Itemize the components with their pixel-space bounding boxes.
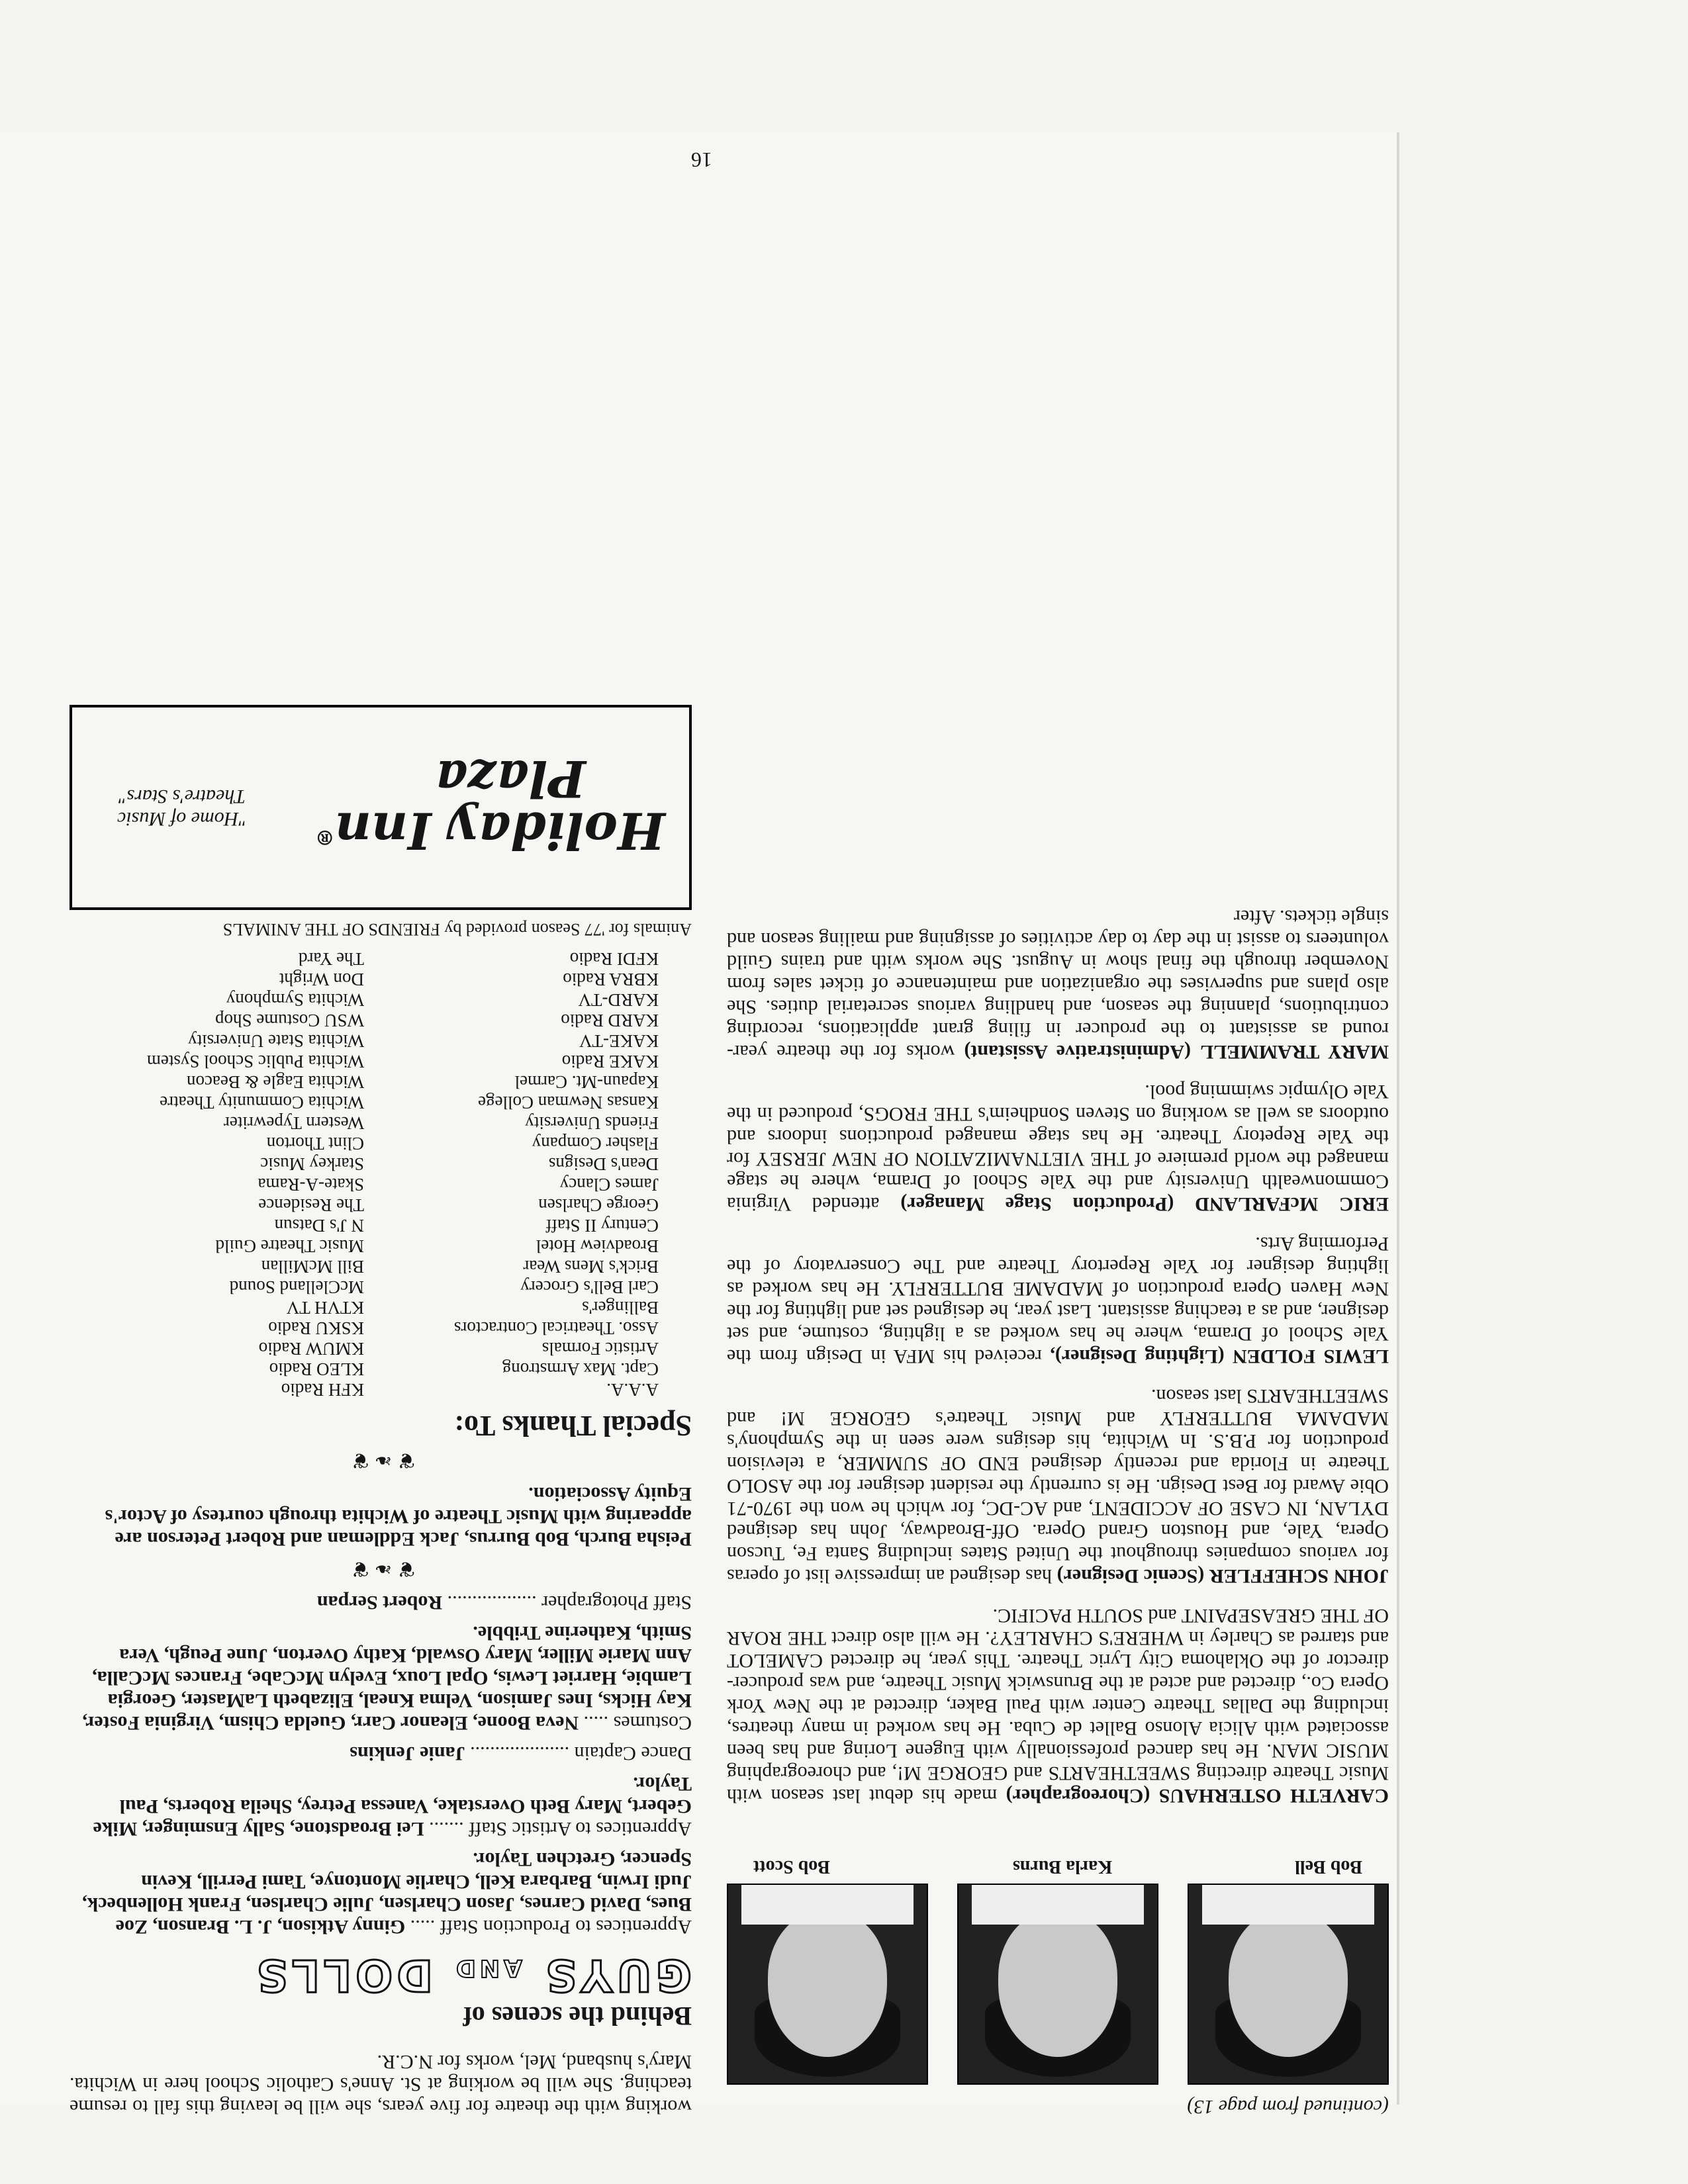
bio-mcfarland: ERIC McFARLAND (Production Stage Manager) attended Virginia Commonwealth University and the Yale School of Drama, where he stage managed the world premiere of THE VIETNAMIZATION OF NEW JERSEY for the Yale Repetory Theatre. He has stage managed productions indoors and outdoors as well as working on Steven Sondheim's THE FROGS, produced in the Yale Olympic swimming pool. xyxy=(727,1081,1389,1215)
thanks-item: Flasher Company xyxy=(532,1134,659,1154)
photo-bob-scott xyxy=(727,1884,928,2085)
thanks-item: McClelland Sound xyxy=(229,1277,364,1297)
thanks-item: George Charlsen xyxy=(538,1195,659,1215)
thanks-item: A.A.A. xyxy=(606,1380,659,1400)
thanks-item: Carl Bell's Grocery xyxy=(520,1277,659,1297)
bio-osterhaus: CARVETH OSTERHAUS (Choreographer) made his debut last season with Music Theatre directing SWEETHEARTS and GEORGE M!, and choreographing MUSIC MAN. He has danced professionally with Eugene Loring and has been associated with Alicia Alonso Ballet de Cuba. He has worked in many theatres, including the Dallas Theatre Center with Paul Baker, directed at the New York Opera Co., directed and acted at the Brunswick Music Theatre, and was producer-director of the Oklahoma City Lyric Theatre. This year, he directed CAMELOT and starred as Charley in WHERE'S CHARLEY?. He will also direct THE ROAR OF THE GREASEPAINT and SOUTH PACIFIC. xyxy=(726,1605,1389,1807)
bios-column xyxy=(727,905,1389,1807)
show-title: GUYS AND DOLLS xyxy=(252,1950,692,2001)
credit-artistic-apprentices: Apprentices to Artistic Staff ....... Lei Broadstone, Sally Ensminger, Mike Gebert, Mary Beth Overstake, Vanessa Petrey, Sheila Roberts, Paul Taylor. xyxy=(93,1773,692,1840)
page-number: 16 xyxy=(691,148,712,172)
caption-bob-scott: Bob Scott xyxy=(753,1856,830,1877)
logo-holiday-inn: Holiday Inn® xyxy=(314,801,665,860)
thanks-item: Century II Staff xyxy=(545,1216,659,1236)
thanks-item: KMUW Radio xyxy=(258,1339,364,1359)
thanks-item: Wichita State University xyxy=(188,1031,364,1051)
thanks-item: Ballinger's xyxy=(582,1298,659,1318)
thanks-item: Dean's Designs xyxy=(548,1154,659,1174)
thanks-item: N J's Datsun xyxy=(274,1216,364,1236)
photo-bob-bell xyxy=(1188,1884,1389,2085)
thanks-item: KAKE Radio xyxy=(561,1052,659,1071)
thanks-item: Skate-A-Rama xyxy=(258,1175,364,1195)
thanks-item: Kapaun-Mt. Carmel xyxy=(514,1072,659,1092)
thanks-item: KLEO Radio xyxy=(269,1359,364,1379)
thanks-item: Friends University xyxy=(525,1113,659,1133)
thanks-item: Bill McMillan xyxy=(261,1257,364,1277)
credit-costumes: Costumes ..... Neva Boone, Eleanor Carr, Guelda Chism, Virginia Foster, Kay Hicks, Ines Jamison, Velma Kneal, Elizabeth LaMaster, Georgia Lambie, Harriet Lewis, Opal Loux, Evelyn McCabe, Frances McCalla, Ann Marie Miller, Mary Oswald, Kathy Overton, June Peugh, Vera Smith, Katherine Tribble. xyxy=(82,1622,692,1734)
ad-tagline: "Home of Music Theatre's Stars" xyxy=(117,786,247,830)
thanks-item: Artistic Formals xyxy=(541,1339,659,1359)
thanks-item: The Yard xyxy=(299,949,364,969)
behind-heading: Behind the scenes of xyxy=(463,2001,692,2031)
thanks-item: The Residence xyxy=(258,1195,364,1215)
bio-scheffler: JOHN SCHEFFLER (Scenic Designer) has designed an impressive list of operas for various companies throughout the United States including Santa Fe, Tucson Opera, Yale, and Houston Grand Opera. Off-Broadway, John has designed DYLAN, IN CASE OF ACCIDENT, and AC-DC, for which he won the 1970-71 Obie Award for Best Design. He is currently the resident designer for the ASOLO Theatre in Florida and recently designed END OF SUMMER, a television production for P.B.S. In Wichita, his designs were seen in the Symphony's MADAMA BUTTERFLY and Music Theatre's GEORGE M! and SWEETHEARTS last season. xyxy=(726,1385,1389,1587)
thanks-item: KFH Radio xyxy=(281,1380,364,1400)
credit-dance-captain: Dance Captain .................... Janie Jenkins xyxy=(350,1743,692,1764)
photo-captions xyxy=(727,1856,1389,1877)
credit-photographer: Staff Photographer .................. Robert Serpan xyxy=(316,1592,692,1614)
photo-row xyxy=(727,1856,1389,2085)
equity-note: Peisha Burch, Bob Burrus, Jack Eddleman and Robert Peterson are appearing with Music Theatre of Wichita through courtesy of Actor's Equity Association. xyxy=(105,1483,692,1550)
thanks-item: Don Wright xyxy=(279,970,364,989)
animals-note: Animals for '77 Season provided by FRIENDS OF THE ANIMALS xyxy=(222,920,692,939)
thanks-item: Brick's Mens Wear xyxy=(523,1257,659,1277)
thanks-item: Starkey Music xyxy=(260,1154,364,1174)
thanks-item: KTVH TV xyxy=(286,1298,364,1318)
thanks-item: Asso. Theatrical Contractors xyxy=(453,1318,659,1338)
thanks-item: Western Typewriter xyxy=(223,1113,364,1133)
thanks-item: KSKU Radio xyxy=(268,1318,364,1338)
flourish-divider: ❦❧❦ xyxy=(346,1449,416,1473)
holiday-inn-logo xyxy=(314,749,679,862)
thanks-item: WSU Costume Shop xyxy=(214,1011,364,1030)
credits-column xyxy=(70,705,692,2118)
thanks-item: Wichita Public School System xyxy=(146,1052,364,1071)
caption-karla-burns: Karla Burns xyxy=(1012,1856,1113,1877)
thanks-list xyxy=(70,948,692,1400)
thanks-item: Music Theatre Guild xyxy=(215,1236,364,1256)
thanks-title: Special Thanks To: xyxy=(454,1410,692,1442)
trammell-continued: working with the theatre for five years, she will be leaving this fall to resume teaching. She will be working at St. Anne's Catholic School here in Wichita. Mary's husband, Mel, works for N.C.R. xyxy=(70,2051,692,2118)
thanks-item: KAKE-TV xyxy=(579,1031,659,1051)
photo-karla-burns xyxy=(957,1884,1158,2085)
thanks-item: KFDI Radio xyxy=(569,949,659,969)
thanks-item: Capt. Max Armstrong xyxy=(502,1359,659,1379)
thanks-item: Wichita Community Theatre xyxy=(160,1093,364,1113)
logo-plaza: Plaza xyxy=(435,749,586,809)
credit-production-apprentices: Apprentices to Production Staff ..... Ginny Atkison, J. L. Branson, Zoe Bues, David Carnes, Jason Charlsen, Julie Charlsen, Frank Hollenbeck, Judi Irwin, Barbara Kell, Charlie Montonye, Tami Perrill, Kevin Spencer, Gretchen Taylor. xyxy=(82,1848,692,1938)
thanks-column-2 xyxy=(70,948,364,1400)
continued-note: (continued from page 13) xyxy=(1187,2096,1389,2118)
bio-trammell: MARY TRAMMELL (Administrative Assistant) works for the theatre year-round as assistant to the producer in filing grant applications, recording contributions, planning the season, and handling various secretarial duties. She also plans and supervises the organization and maintenance of ticket sales from November through the final show in August. She works with and trains Guild volunteers to assist in the day to day activities of assigning and mailing season and single tickets. After xyxy=(727,906,1389,1063)
holiday-inn-ad xyxy=(70,705,692,910)
thanks-item: KBRA Radio xyxy=(563,970,659,989)
thanks-item: Broadview Hotel xyxy=(536,1236,659,1256)
flourish-divider: ❦❧❦ xyxy=(346,1557,416,1581)
thanks-item: KARD Radio xyxy=(561,1011,659,1030)
caption-bob-bell: Bob Bell xyxy=(1295,1856,1362,1877)
thanks-item: KARD-TV xyxy=(578,990,659,1010)
thanks-item: Kansas Newman College xyxy=(478,1093,659,1113)
thanks-item: Wichita Eagle & Beacon xyxy=(186,1072,364,1092)
thanks-item: James Clancy xyxy=(559,1175,659,1195)
bio-folden: LEWIS FOLDEN (Lighting Designer), received his MFA in Design from the Yale School of Drama, where he has worked as a lighting, costume, and set designer, and as a teaching assistant. Last year, he designed set and lighting for the New Haven Opera production of MADAME BUTTERFLY. He has worked as lighting designer for Yale Repertory Theatre and The Conservatory of the Performing Arts. xyxy=(726,1233,1389,1367)
thanks-column-1 xyxy=(364,948,659,1400)
thanks-item: Clint Thorton xyxy=(266,1134,364,1154)
thanks-item: Wichita Symphony xyxy=(226,990,364,1010)
